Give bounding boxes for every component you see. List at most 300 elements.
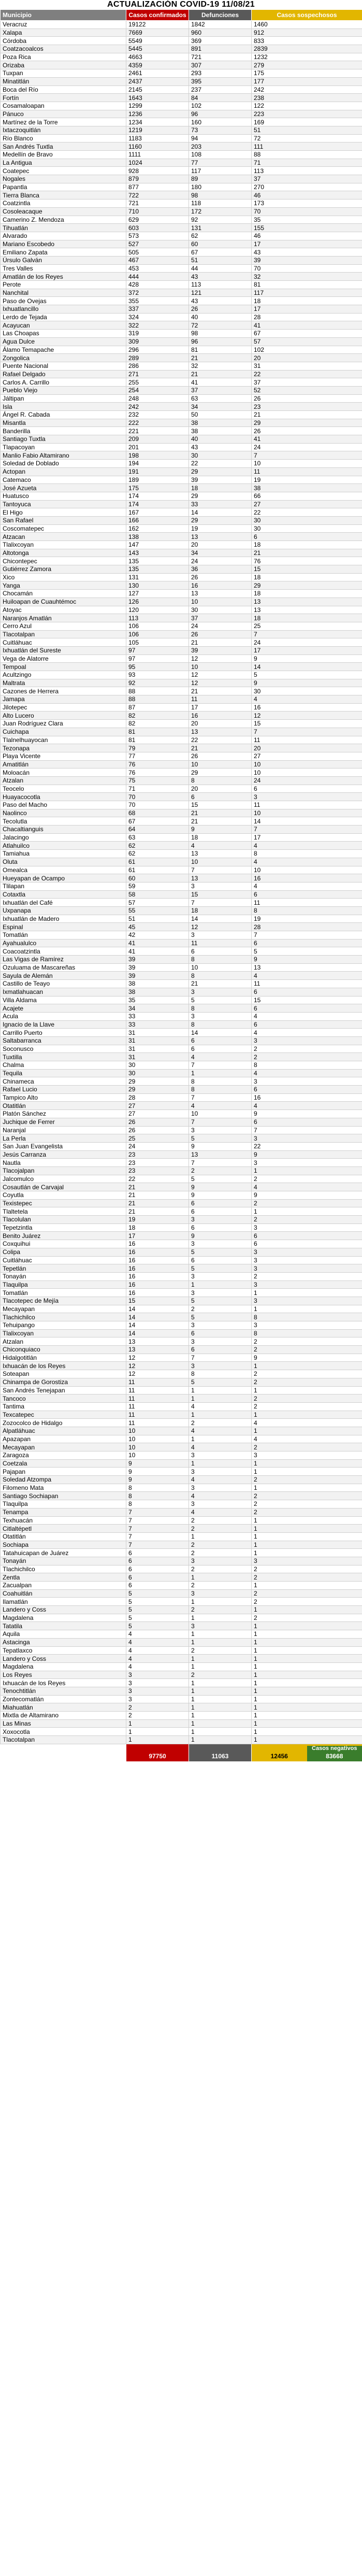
confirmados-cell: 505 [126,248,189,257]
sospechosos-cell: 6 [252,1118,362,1126]
defunciones-cell: 3 [189,1272,252,1280]
municipio-cell: Jamapa [1,695,126,704]
table-row [1,427,362,435]
defunciones-cell: 13 [189,728,252,736]
municipio-cell: San Rafael [1,516,126,524]
table-row [1,1272,362,1280]
table-row [1,77,362,86]
confirmados-cell: 21 [126,1207,189,1216]
confirmados-cell: 167 [126,508,189,517]
sospechosos-cell: 6 [252,1232,362,1240]
municipio-cell: Úrsulo Galván [1,256,126,264]
table-row [1,1638,362,1646]
municipio-cell: Tepetzintla [1,1223,126,1232]
defunciones-cell: 2 [189,1565,252,1573]
confirmados-cell: 39 [126,972,189,980]
confirmados-cell: 10 [126,1451,189,1460]
table-row [1,1166,362,1175]
municipio-cell: Villa Aldama [1,996,126,1004]
sospechosos-cell: 3 [252,1134,362,1143]
municipio-cell: Manlio Fabio Altamirano [1,451,126,460]
table-row [1,638,362,647]
sospechosos-cell: 70 [252,207,362,216]
municipio-cell: Papantla [1,183,126,191]
defunciones-cell: 1 [189,1679,252,1687]
municipio-cell: Tantima [1,1402,126,1411]
confirmados-cell: 71 [126,785,189,793]
sospechosos-cell: 1 [252,1622,362,1630]
sospechosos-cell: 26 [252,394,362,403]
confirmados-cell: 6 [126,1557,189,1565]
municipio-cell: Chacaltianguis [1,826,126,834]
defunciones-cell: 84 [189,94,252,102]
table-row [1,809,362,817]
defunciones-cell: 3 [189,988,252,996]
sospechosos-cell: 6 [252,533,362,541]
table-row [1,736,362,744]
defunciones-cell: 7 [189,1093,252,1102]
confirmados-cell: 6 [126,1549,189,1557]
municipio-cell: Amatitlán [1,760,126,768]
confirmados-cell: 322 [126,321,189,330]
municipio-cell: Minatitlán [1,77,126,86]
municipio-cell: Astacinga [1,1638,126,1646]
sospechosos-cell: 1 [252,1459,362,1468]
sospechosos-cell: 2 [252,1378,362,1386]
defunciones-cell: 20 [189,785,252,793]
table-row [1,305,362,314]
confirmados-cell: 4 [126,1662,189,1671]
defunciones-cell: 1 [189,1435,252,1443]
table-row [1,1492,362,1500]
confirmados-cell: 12 [126,1362,189,1370]
sospechosos-cell: 11 [252,980,362,988]
table-row [1,1086,362,1094]
table-row [1,1150,362,1159]
table-row [1,622,362,630]
municipio-cell: Atzacan [1,533,126,541]
municipio-cell: Tonayán [1,1557,126,1565]
confirmados-cell: 45 [126,923,189,931]
defunciones-cell: 98 [189,330,252,338]
confirmados-cell: 1299 [126,102,189,110]
sospechosos-cell: 46 [252,232,362,240]
defunciones-cell: 8 [189,1020,252,1029]
sospechosos-cell: 10 [252,760,362,768]
sospechosos-cell: 3 [252,793,362,801]
defunciones-cell: 17 [189,703,252,711]
sospechosos-cell: 81 [252,281,362,289]
defunciones-cell: 8 [189,1370,252,1378]
table-row [1,923,362,931]
municipio-cell: Ángel R. Cabada [1,411,126,419]
confirmados-cell: 15 [126,1297,189,1305]
defunciones-cell: 12 [189,679,252,687]
table-row [1,102,362,110]
confirmados-cell: 2437 [126,77,189,86]
table-row [1,1508,362,1516]
defunciones-cell: 2 [189,1606,252,1614]
table-row [1,1646,362,1655]
sospechosos-cell: 6 [252,1004,362,1013]
sospechosos-cell: 1 [252,1679,362,1687]
sospechosos-cell: 9 [252,1150,362,1159]
municipio-cell: Fortín [1,94,126,102]
confirmados-cell: 24 [126,1142,189,1150]
defunciones-cell: 3 [189,1362,252,1370]
confirmados-cell: 11 [126,1411,189,1419]
table-row [1,1622,362,1630]
table-row [1,1687,362,1695]
table-row [1,1346,362,1354]
table-row [1,1557,362,1565]
municipio-cell: Moloacán [1,768,126,777]
municipio-cell: Banderilla [1,427,126,435]
municipio-cell: Amatlán de los Reyes [1,273,126,281]
defunciones-cell: 40 [189,313,252,321]
table-row [1,760,362,768]
table-row [1,1378,362,1386]
confirmados-cell: 2 [126,1712,189,1720]
defunciones-cell: 2 [189,1582,252,1590]
municipio-cell: Chinameca [1,1077,126,1086]
municipio-cell: Martínez de la Torre [1,118,126,126]
municipio-cell: Nogales [1,175,126,183]
confirmados-cell: 286 [126,362,189,370]
table-row [1,232,362,240]
defunciones-cell: 77 [189,159,252,167]
confirmados-cell: 175 [126,484,189,492]
confirmados-cell: 19 [126,1216,189,1224]
municipio-cell: Coahuitlán [1,1589,126,1598]
defunciones-cell: 8 [189,1077,252,1086]
table-row [1,126,362,134]
municipio-cell: Tatatila [1,1622,126,1630]
table-row [1,1159,362,1167]
confirmados-cell: 11 [126,1394,189,1403]
confirmados-cell: 603 [126,224,189,232]
confirmados-cell: 11 [126,1419,189,1427]
defunciones-cell: 62 [189,232,252,240]
confirmados-cell: 198 [126,451,189,460]
defunciones-cell: 13 [189,590,252,598]
table-row [1,508,362,517]
sospechosos-cell: 16 [252,703,362,711]
confirmados-cell: 9 [126,1468,189,1476]
table-row [1,289,362,297]
confirmados-cell: 7 [126,1532,189,1541]
table-row [1,403,362,411]
table-row [1,1216,362,1224]
municipio-cell: Zentla [1,1573,126,1582]
defunciones-cell: 26 [189,573,252,581]
confirmados-cell: 11 [126,1378,189,1386]
sospechosos-cell: 1 [252,1728,362,1736]
defunciones-cell: 3 [189,1012,252,1020]
municipio-cell: Xoxocotla [1,1728,126,1736]
confirmados-cell: 39 [126,963,189,972]
defunciones-cell: 1 [189,1695,252,1703]
sospechosos-cell: 3 [252,1256,362,1264]
defunciones-cell: 92 [189,216,252,224]
sospechosos-cell: 7 [252,728,362,736]
sospechosos-cell: 9 [252,1110,362,1118]
confirmados-cell: 105 [126,638,189,647]
defunciones-cell: 24 [189,622,252,630]
table-row [1,224,362,232]
sospechosos-cell: 24 [252,443,362,451]
municipio-cell: Soconusco [1,1045,126,1053]
confirmados-cell: 64 [126,826,189,834]
municipio-cell: Tlacojalpan [1,1166,126,1175]
defunciones-cell: 6 [189,793,252,801]
sospechosos-cell: 7 [252,451,362,460]
defunciones-cell: 89 [189,175,252,183]
confirmados-cell: 174 [126,500,189,508]
sospechosos-cell: 25 [252,622,362,630]
municipio-cell: Huiloapan de Cuauhtémoc [1,597,126,606]
confirmados-cell: 12 [126,1370,189,1378]
sospechosos-cell: 12 [252,711,362,720]
table-row [1,110,362,118]
municipio-cell: Atlahuilco [1,842,126,850]
defunciones-cell: 5 [189,1134,252,1143]
confirmados-cell: 289 [126,354,189,362]
table-row [1,597,362,606]
table-row [1,1541,362,1549]
sospechosos-cell: 18 [252,573,362,581]
table-row [1,1525,362,1533]
defunciones-cell: 3 [189,1337,252,1346]
defunciones-cell: 7 [189,1354,252,1362]
defunciones-cell: 3 [189,1126,252,1134]
table-row [1,752,362,760]
table-row [1,1199,362,1207]
confirmados-cell: 106 [126,622,189,630]
municipio-cell: Xico [1,573,126,581]
municipio-cell: San Andrés Tenejapan [1,1386,126,1394]
confirmados-cell: 23 [126,1150,189,1159]
confirmados-cell: 51 [126,915,189,923]
confirmados-cell: 1 [126,1736,189,1744]
table-row [1,1402,362,1411]
table-row [1,281,362,289]
municipio-cell: Tenampa [1,1508,126,1516]
defunciones-cell: 395 [189,77,252,86]
municipio-cell: Cuitláhuac [1,638,126,647]
defunciones-cell: 8 [189,1004,252,1013]
defunciones-cell: 73 [189,126,252,134]
sospechosos-cell: 9 [252,1354,362,1362]
confirmados-cell: 28 [126,1093,189,1102]
confirmados-cell: 81 [126,736,189,744]
defunciones-cell: 5 [189,1378,252,1386]
defunciones-cell: 10 [189,663,252,671]
table-row [1,370,362,378]
municipio-cell: Juchique de Ferrer [1,1118,126,1126]
municipio-cell: Coatzacoalcos [1,45,126,53]
defunciones-cell: 38 [189,419,252,427]
municipio-cell: Acula [1,1012,126,1020]
sospechosos-cell: 14 [252,663,362,671]
confirmados-cell: 928 [126,167,189,175]
sospechosos-cell: 223 [252,110,362,118]
municipio-cell: Tihuatlán [1,224,126,232]
municipio-cell: Los Reyes [1,1671,126,1679]
confirmados-cell: 9 [126,1476,189,1484]
confirmados-cell: 4 [126,1646,189,1655]
defunciones-cell: 44 [189,264,252,273]
sospechosos-cell: 30 [252,516,362,524]
confirmados-cell: 7 [126,1525,189,1533]
confirmados-cell: 6 [126,1565,189,1573]
defunciones-cell: 10 [189,858,252,866]
municipio-cell: Pueblo Viejo [1,386,126,394]
confirmados-cell: 4 [126,1638,189,1646]
confirmados-cell: 76 [126,760,189,768]
sospechosos-cell: 4 [252,695,362,704]
municipio-cell: Magdalena [1,1614,126,1622]
confirmados-cell: 3 [126,1687,189,1695]
confirmados-cell: 25 [126,1134,189,1143]
confirmados-cell: 4 [126,1630,189,1639]
confirmados-cell: 16 [126,1280,189,1289]
totals-blank-cell [1,1744,126,1761]
municipio-cell: Pajapan [1,1468,126,1476]
municipio-cell: Álamo Temapache [1,346,126,354]
defunciones-cell: 38 [189,427,252,435]
defunciones-cell: 96 [189,110,252,118]
defunciones-cell: 16 [189,711,252,720]
municipio-cell: Zacualpan [1,1582,126,1590]
sospechosos-cell: 17 [252,305,362,314]
confirmados-cell: 3 [126,1695,189,1703]
defunciones-cell: 10 [189,760,252,768]
sospechosos-cell: 2 [252,1370,362,1378]
sospechosos-cell: 113 [252,167,362,175]
municipio-cell: Apazapan [1,1435,126,1443]
defunciones-cell: 14 [189,1029,252,1037]
sospechosos-cell: 26 [252,427,362,435]
sospechosos-cell: 1 [252,1289,362,1297]
table-row [1,492,362,500]
municipio-cell: Tenochtitlán [1,1687,126,1695]
sospechosos-cell: 3 [252,1557,362,1565]
table-row [1,1712,362,1720]
sospechosos-cell: 1 [252,1630,362,1639]
defunciones-cell: 18 [189,833,252,842]
confirmados-cell: 8 [126,1500,189,1508]
municipio-cell: Colipa [1,1248,126,1256]
defunciones-cell: 21 [189,817,252,826]
defunciones-cell: 4 [189,1053,252,1061]
table-row [1,533,362,541]
confirmados-cell: 21 [126,1199,189,1207]
confirmados-cell: 221 [126,427,189,435]
defunciones-cell: 3 [189,1589,252,1598]
municipio-cell: Tlaquilpa [1,1500,126,1508]
confirmados-cell: 16 [126,1289,189,1297]
municipio-cell: Lerdo de Tejada [1,313,126,321]
municipio-cell: Tampico Alto [1,1093,126,1102]
table-row [1,484,362,492]
defunciones-cell: 6 [189,1199,252,1207]
table-row [1,411,362,419]
confirmados-cell: 11 [126,1402,189,1411]
sospechosos-cell: 833 [252,37,362,45]
confirmados-cell: 18 [126,1223,189,1232]
sospechosos-cell: 4 [252,1029,362,1037]
table-row [1,354,362,362]
defunciones-cell: 2 [189,1419,252,1427]
confirmados-cell: 87 [126,703,189,711]
table-row [1,744,362,752]
confirmados-cell: 39 [126,956,189,964]
defunciones-cell: 7 [189,1118,252,1126]
table-row [1,313,362,321]
sospechosos-cell: 2 [252,1500,362,1508]
confirmados-cell: 30 [126,1061,189,1070]
municipio-cell: Santiago Tuxtla [1,435,126,444]
municipio-cell: Ilamatlán [1,1598,126,1606]
sospechosos-cell: 1 [252,1719,362,1728]
municipio-cell: Rafael Delgado [1,370,126,378]
sospechosos-cell: 169 [252,118,362,126]
confirmados-cell: 7 [126,1508,189,1516]
confirmados-cell: 127 [126,590,189,598]
municipio-cell: Juan Rodríguez Clara [1,720,126,728]
defunciones-cell: 1 [189,1638,252,1646]
municipio-cell: Alpatláhuac [1,1427,126,1435]
municipio-cell: Atzalan [1,776,126,785]
sospechosos-cell: 70 [252,264,362,273]
sospechosos-cell: 3 [252,1159,362,1167]
sospechosos-cell: 8 [252,1313,362,1321]
confirmados-cell: 10 [126,1443,189,1451]
sospechosos-cell: 18 [252,297,362,305]
confirmados-cell: 629 [126,216,189,224]
table-row [1,1029,362,1037]
sospechosos-cell: 3 [252,1451,362,1460]
defunciones-cell: 1 [189,1736,252,1744]
sospechosos-cell: 9 [252,654,362,663]
municipio-cell: Tempoal [1,663,126,671]
table-row [1,1337,362,1346]
municipio-cell: Jesús Carranza [1,1150,126,1159]
defunciones-cell: 21 [189,744,252,752]
table-row [1,1719,362,1728]
defunciones-cell: 2 [189,1646,252,1655]
table-row [1,671,362,679]
confirmados-cell: 88 [126,687,189,695]
defunciones-cell: 29 [189,492,252,500]
confirmados-cell: 3 [126,1671,189,1679]
defunciones-cell: 96 [189,337,252,346]
municipio-cell: Catemaco [1,476,126,484]
confirmados-cell: 59 [126,882,189,890]
sospechosos-cell: 1 [252,1582,362,1590]
confirmados-cell: 1234 [126,118,189,126]
municipio-cell: Mariano Escobedo [1,240,126,248]
sospechosos-cell: 29 [252,419,362,427]
defunciones-cell: 369 [189,37,252,45]
table-row [1,1662,362,1671]
table-row [1,1126,362,1134]
defunciones-cell: 26 [189,630,252,638]
sospechosos-cell: 1 [252,1736,362,1744]
sospechosos-cell: 15 [252,565,362,574]
defunciones-cell: 6 [189,1346,252,1354]
